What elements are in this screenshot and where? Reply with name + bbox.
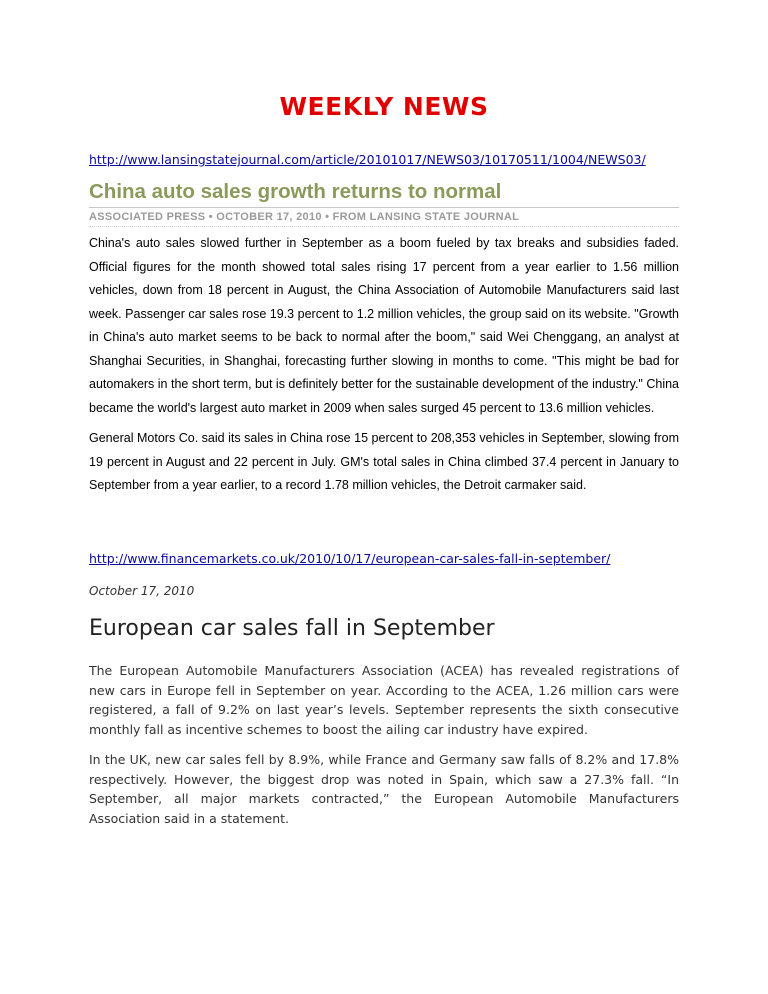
article1-paragraph: General Motors Co. said its sales in China rose 15 percent to 208,353 vehicles in September, slowing from 19 percent in August and 22 percent in July. GM's total sales in China climbed 37.4 percent in January to September from a year earlier, to a record 1.78 million vehicles, the Detroit carmaker said.	[89, 431, 679, 492]
article1-paragraph: China's auto sales slowed further in September as a boom fueled by tax breaks and subsidies faded. Official figures for the month showed total sales rising 17 percent from a year earlier to 1.56 million vehicles, down from 18 percent in August, the China Association of Automobile Manufacturers said last week. Passenger car sales rose 19.3 percent to 1.2 million vehicles, the group said on its website. "Growth in China's auto market seems to be back to normal after the boom," said Wei Chenggang, an analyst at Shanghai Securities, in Shanghai, forecasting further slowing in months to come. "This might be bad for automakers in the short term, but is definitely better for the sustainable development of the industry." China became the world's largest auto market in 2009 when sales surged 45 percent to 13.6 million vehicles.	[89, 236, 679, 415]
article2-headline: European car sales fall in September	[89, 616, 495, 641]
article2-source-link[interactable]: http://www.financemarkets.co.uk/2010/10/17/european-car-sales-fall-in-september/	[89, 551, 611, 566]
article2-paragraph: In the UK, new car sales fell by 8.9%, while France and Germany saw falls of 8.2% and 17.8% respectively. However, the biggest drop was noted in Spain, which saw a 27.3% fall. “In September, all major markets contracted,” the European Automobile Manufacturers Association said in a statement.	[89, 752, 679, 826]
article1-source-link[interactable]: http://www.lansingstatejournal.com/article/20101017/NEWS03/10170511/1004/NEWS03/	[89, 152, 646, 167]
article2-paragraph: The European Automobile Manufacturers Association (ACEA) has revealed registrations of new cars in Europe fell in September on year. According to the ACEA, 1.26 million cars were registered, a fall of 9.2% on last year’s levels. September represents the sixth consecutive monthly fall as incentive schemes to boost the ailing car industry have expired.	[89, 663, 679, 737]
article2-date: October 17, 2010	[89, 584, 195, 598]
article1-headline: China auto sales growth returns to normal	[89, 180, 502, 203]
page-title: WEEKLY NEWS	[279, 92, 489, 121]
article1-byline: ASSOCIATED PRESS • OCTOBER 17, 2010 • FROM LANSING STATE JOURNAL	[89, 211, 520, 223]
headline-divider	[89, 207, 679, 208]
byline-divider	[89, 226, 679, 227]
